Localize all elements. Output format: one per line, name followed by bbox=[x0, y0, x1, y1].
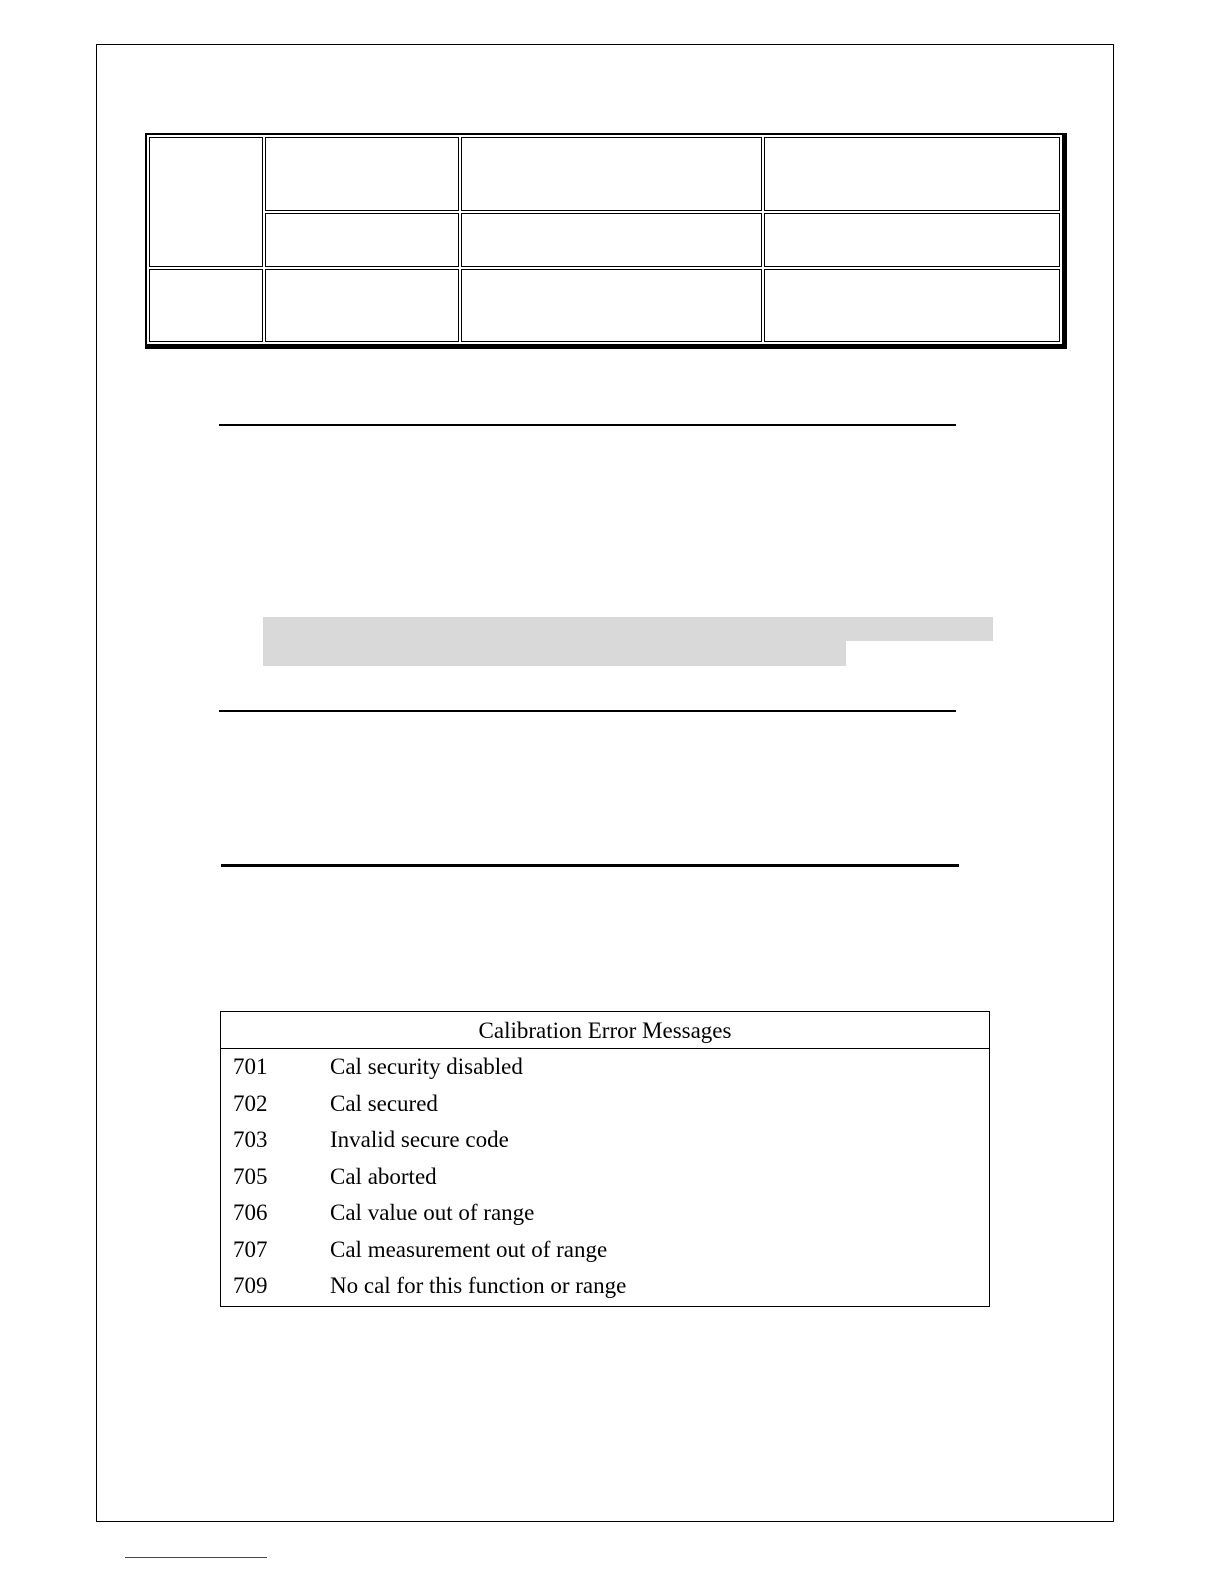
table-cell bbox=[461, 269, 761, 342]
error-row bbox=[221, 1122, 989, 1159]
error-message: Cal measurement out of range bbox=[330, 1236, 608, 1262]
table-cell bbox=[461, 213, 761, 266]
error-row bbox=[221, 1049, 989, 1086]
error-row bbox=[221, 1195, 989, 1232]
error-code: 709 bbox=[233, 1273, 268, 1298]
table-cell bbox=[764, 137, 1060, 211]
error-code: 707 bbox=[233, 1236, 268, 1262]
error-code: 705 bbox=[233, 1163, 268, 1189]
table-cell bbox=[461, 137, 761, 211]
error-message: Cal secured bbox=[330, 1090, 438, 1116]
error-message: Cal security disabled bbox=[330, 1054, 523, 1079]
footer-link-underline[interactable] bbox=[125, 1557, 267, 1558]
error-message: Invalid secure code bbox=[330, 1127, 509, 1152]
error-message: Cal aborted bbox=[330, 1163, 437, 1189]
error-row bbox=[221, 1159, 989, 1196]
table-cell bbox=[265, 269, 459, 342]
horizontal-rule bbox=[221, 864, 959, 867]
horizontal-rule bbox=[219, 424, 956, 426]
error-table-title: Calibration Error Messages bbox=[221, 1012, 989, 1049]
error-code: 701 bbox=[233, 1054, 268, 1079]
error-table-body bbox=[221, 1049, 989, 1305]
horizontal-rule bbox=[219, 710, 956, 712]
error-code: 706 bbox=[233, 1200, 268, 1225]
table-cell bbox=[265, 213, 459, 266]
table-cell bbox=[149, 137, 263, 267]
error-row bbox=[221, 1086, 989, 1123]
highlight-bar bbox=[263, 617, 993, 641]
error-message: Cal value out of range bbox=[330, 1200, 535, 1225]
blank-table bbox=[145, 133, 1067, 349]
error-row bbox=[221, 1232, 989, 1269]
error-message: No cal for this function or range bbox=[330, 1273, 627, 1298]
error-code: 703 bbox=[233, 1127, 268, 1152]
table-cell bbox=[149, 269, 263, 342]
table-cell bbox=[265, 137, 459, 211]
table-cell bbox=[764, 213, 1060, 266]
error-row bbox=[221, 1268, 989, 1305]
calibration-error-table bbox=[220, 1011, 990, 1307]
highlight-bar bbox=[263, 641, 846, 666]
error-code: 702 bbox=[233, 1090, 268, 1116]
table-cell bbox=[764, 269, 1060, 342]
